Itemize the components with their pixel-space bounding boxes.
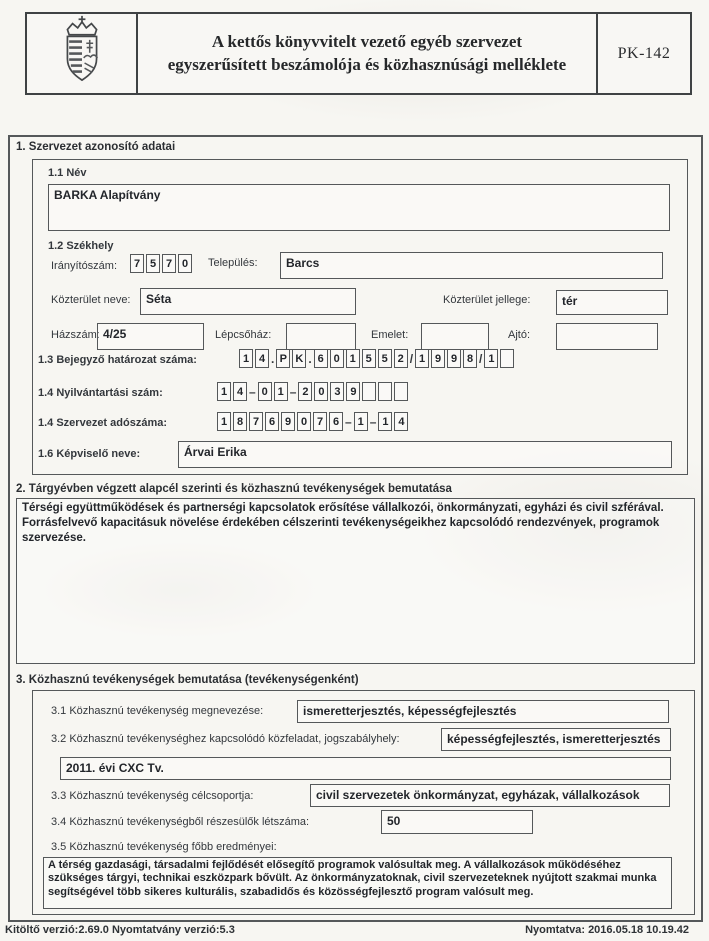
reg-decision-field[interactable]: 1 4 . P K . 6 0 1 5 5 2 / 1 9 9 8 / 1 bbox=[238, 349, 515, 368]
name-label: 1.1 Név bbox=[48, 167, 87, 179]
filler-version-text: Kitöltő verzió:2.69.0 Nyomtatvány verzió:5.3 bbox=[5, 924, 235, 936]
city-label: Település: bbox=[208, 257, 258, 269]
public-duty-label: 3.2 Közhasznú tevékenységhez kapcsolódó közfeladat, jogszabályhely: bbox=[51, 733, 400, 745]
stair-label: Lépcsőház: bbox=[215, 329, 272, 341]
name-field[interactable]: BARKA Alapítvány bbox=[48, 184, 670, 231]
section2-title: 2. Tárgyévben végzett alapcél szerinti és közhasznú tevékenységek bemutatása bbox=[16, 483, 452, 495]
address-label: 1.2 Székhely bbox=[48, 240, 114, 252]
form-body bbox=[8, 135, 703, 922]
postal-label: Irányítószám: bbox=[51, 260, 118, 272]
house-label: Házszám: bbox=[51, 329, 100, 341]
activity-field[interactable]: ismeretterjesztés, képességfejlesztés bbox=[297, 700, 669, 723]
results-label: 3.5 Közhasznú tevékenység főbb eredményei: bbox=[51, 841, 277, 853]
tax-number-field[interactable]: 1 8 7 6 9 0 7 6 – 1 – 1 4 bbox=[216, 412, 409, 431]
postal-code-field[interactable]: 7 5 7 0 bbox=[129, 254, 193, 273]
door-label: Ajtó: bbox=[508, 329, 531, 341]
form-code: PK-142 bbox=[596, 14, 690, 93]
door-field[interactable] bbox=[556, 323, 658, 350]
law-reference-field[interactable]: 2011. évi CXC Tv. bbox=[60, 757, 671, 780]
tax-number-label: 1.4 Szervezet adószáma: bbox=[38, 417, 168, 429]
hungarian-coat-of-arms-icon bbox=[54, 15, 110, 92]
section3-box bbox=[32, 690, 695, 915]
target-group-field[interactable]: civil szervezetek önkormányzat, egyházak, vállalkozások bbox=[310, 784, 670, 807]
street-type-field[interactable]: tér bbox=[556, 290, 668, 315]
representative-field[interactable]: Árvai Erika bbox=[178, 441, 672, 468]
stair-field[interactable] bbox=[286, 323, 356, 350]
floor-field[interactable] bbox=[421, 323, 489, 350]
reg-decision-label: 1.3 Bejegyző határozat száma: bbox=[38, 354, 197, 366]
beneficiaries-label: 3.4 Közhasznú tevékenységből részesülők létszáma: bbox=[51, 816, 310, 828]
target-group-label: 3.3 Közhasznú tevékenység célcsoportja: bbox=[51, 790, 254, 802]
logo-cell bbox=[27, 14, 138, 93]
form-header bbox=[25, 12, 692, 95]
form-title bbox=[138, 14, 596, 93]
section2-activities-textarea[interactable]: Térségi együttműködések és partnerségi kapcsolatok erősítése vállalkozói, önkormányzati, egyházi és civil szférával. Forrásfelvevő kapacitásuk növelése érdekében célszerinti tevékenységeikhez kapcsolódó rendezvények, programok szervezése. bbox=[16, 498, 695, 664]
results-textarea[interactable]: A térség gazdasági, társadalmi fejlődését elősegítő programok valósultak meg. A vállalkozások működéséhez szükséges tárgyi, technikai eszközpark bővült. Az önkormányzatoknak, civil szervezeteknek nyújtott szakmai munka segítségével több sikeres kulturális, szabadidős és közösségfejlesztő program valósult meg. bbox=[43, 857, 672, 909]
house-field[interactable]: 4/25 bbox=[97, 323, 204, 350]
public-duty-field[interactable]: képességfejlesztés, ismeretterjesztés bbox=[441, 728, 671, 751]
section3-title: 3. Közhasznú tevékenységek bemutatása (tevékenységenként) bbox=[16, 674, 359, 686]
section1-box bbox=[32, 159, 688, 475]
reg-number-label: 1.4 Nyilvántartási szám: bbox=[38, 387, 163, 399]
representative-label: 1.6 Képviselő neve: bbox=[38, 448, 141, 460]
section1-title: 1. Szervezet azonosító adatai bbox=[16, 141, 176, 153]
street-field[interactable]: Séta bbox=[140, 288, 356, 315]
street-label: Közterület neve: bbox=[51, 294, 131, 306]
city-field[interactable]: Barcs bbox=[280, 252, 663, 279]
beneficiaries-field[interactable]: 50 bbox=[381, 810, 533, 834]
form-title-line2: egyszerűsített beszámolója és közhasznúsági melléklete bbox=[167, 54, 567, 74]
printed-timestamp-text: Nyomtatva: 2016.05.18 10.19.42 bbox=[525, 924, 689, 936]
form-title-line1: A kettős könyvvitelt vezető egyéb szervezet bbox=[211, 32, 523, 52]
street-type-label: Közterület jellege: bbox=[443, 294, 531, 306]
reg-number-field[interactable]: 1 4 – 0 1 – 2 0 3 9 bbox=[216, 382, 409, 401]
floor-label: Emelet: bbox=[371, 329, 409, 341]
activity-label: 3.1 Közhasznú tevékenység megnevezése: bbox=[51, 705, 264, 717]
